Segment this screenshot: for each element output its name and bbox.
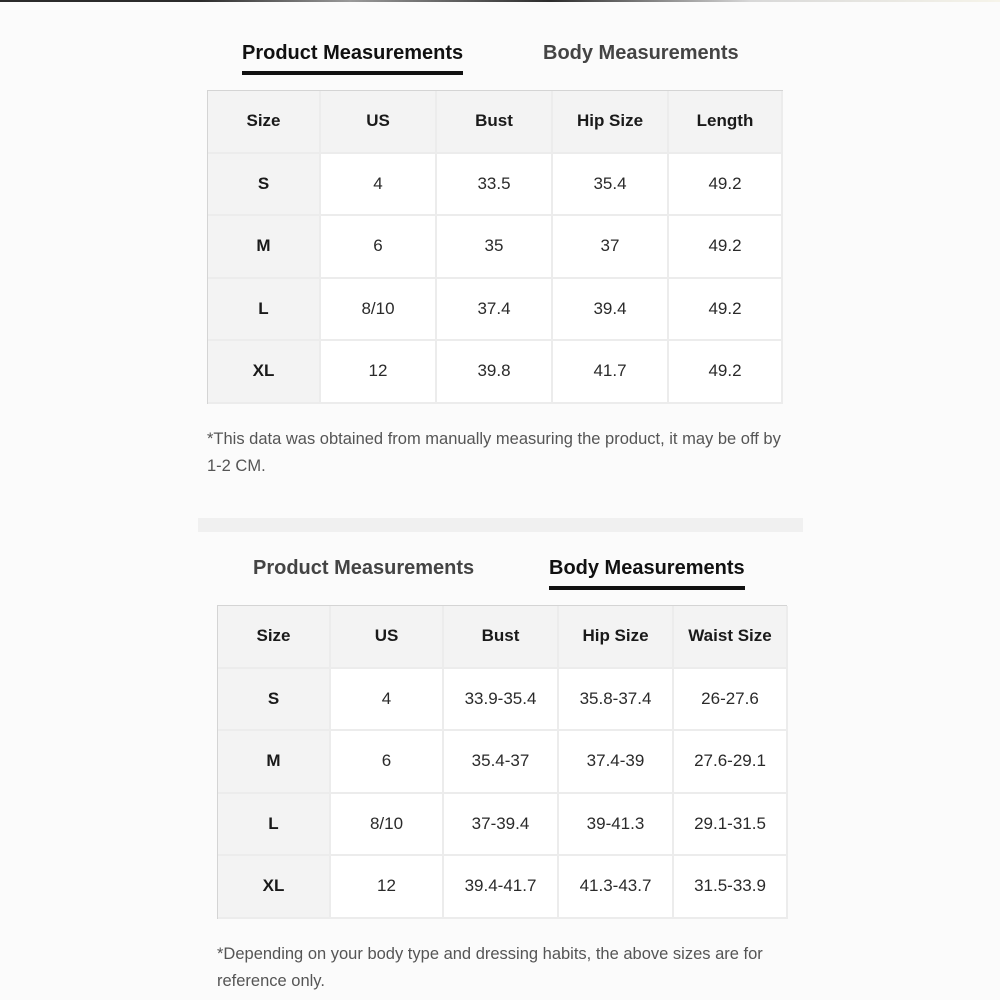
row-size-label: S xyxy=(208,154,321,217)
table-cell: 27.6-29.1 xyxy=(674,731,788,794)
table-cell: 33.5 xyxy=(437,154,553,217)
tab-body-measurements[interactable]: Body Measurements xyxy=(549,557,745,590)
row-size-label: S xyxy=(218,669,331,732)
product-size-table xyxy=(207,90,783,404)
table-cell: 39-41.3 xyxy=(559,794,674,857)
top-edge-strip xyxy=(0,0,1000,2)
table-cell: 41.3-43.7 xyxy=(559,856,674,919)
table-cell: 8/10 xyxy=(331,794,444,857)
table-cell: 33.9-35.4 xyxy=(444,669,559,732)
table-cell: 37.4-39 xyxy=(559,731,674,794)
measurement-tabs xyxy=(207,30,787,90)
column-header: Length xyxy=(669,91,783,154)
table-cell: 49.2 xyxy=(669,154,783,217)
product-measurements-note: *This data was obtained from manually measuring the product, it may be off by 1-2 CM. xyxy=(207,429,781,475)
body-measurements-panel xyxy=(217,545,787,995)
body-size-table xyxy=(217,605,787,919)
table-cell: 49.2 xyxy=(669,216,783,279)
table-cell: 35.4 xyxy=(553,154,669,217)
body-measurements-note: *Depending on your body type and dressing habits, the above sizes are for reference only. xyxy=(217,944,763,990)
table-cell: 8/10 xyxy=(321,279,437,342)
section-divider xyxy=(198,518,803,532)
column-header: Hip Size xyxy=(553,91,669,154)
table-cell: 12 xyxy=(321,341,437,404)
column-header: US xyxy=(321,91,437,154)
table-cell: 49.2 xyxy=(669,279,783,342)
table-cell: 37.4 xyxy=(437,279,553,342)
column-header: US xyxy=(331,606,444,669)
table-cell: 26-27.6 xyxy=(674,669,788,732)
tab-product-measurements[interactable]: Product Measurements xyxy=(253,557,474,586)
table-cell: 35.4-37 xyxy=(444,731,559,794)
tab-body-measurements[interactable]: Body Measurements xyxy=(543,42,739,71)
table-cell: 31.5-33.9 xyxy=(674,856,788,919)
table-cell: 39.4 xyxy=(553,279,669,342)
row-size-label: XL xyxy=(218,856,331,919)
row-size-label: M xyxy=(218,731,331,794)
table-cell: 39.4-41.7 xyxy=(444,856,559,919)
table-cell: 35 xyxy=(437,216,553,279)
table-cell: 39.8 xyxy=(437,341,553,404)
row-size-label: M xyxy=(208,216,321,279)
table-cell: 35.8-37.4 xyxy=(559,669,674,732)
table-cell: 4 xyxy=(321,154,437,217)
row-size-label: L xyxy=(218,794,331,857)
table-cell: 37-39.4 xyxy=(444,794,559,857)
table-cell: 12 xyxy=(331,856,444,919)
column-header: Size xyxy=(208,91,321,154)
column-header: Bust xyxy=(444,606,559,669)
table-cell: 6 xyxy=(321,216,437,279)
column-header: Size xyxy=(218,606,331,669)
row-size-label: XL xyxy=(208,341,321,404)
table-cell: 41.7 xyxy=(553,341,669,404)
table-cell: 37 xyxy=(553,216,669,279)
table-cell: 29.1-31.5 xyxy=(674,794,788,857)
column-header: Waist Size xyxy=(674,606,788,669)
product-measurements-panel xyxy=(207,30,787,480)
table-cell: 4 xyxy=(331,669,444,732)
row-size-label: L xyxy=(208,279,321,342)
table-cell: 49.2 xyxy=(669,341,783,404)
table-cell: 6 xyxy=(331,731,444,794)
measurement-tabs xyxy=(217,545,787,605)
column-header: Bust xyxy=(437,91,553,154)
tab-product-measurements[interactable]: Product Measurements xyxy=(242,42,463,75)
column-header: Hip Size xyxy=(559,606,674,669)
